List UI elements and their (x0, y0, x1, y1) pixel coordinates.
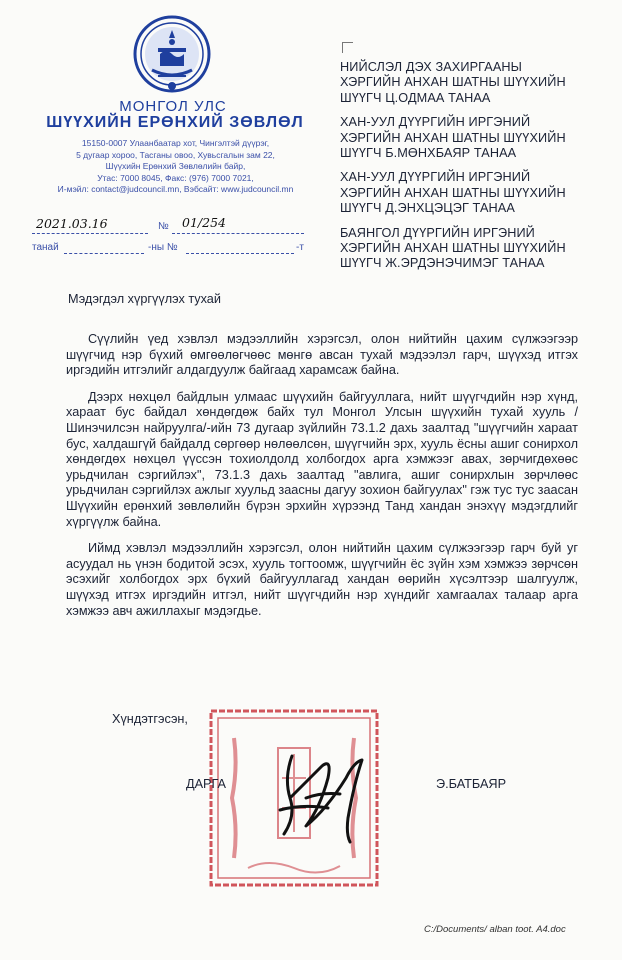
addressee-line: ШҮҮГЧ Б.МӨНХБАЯР ТАНАА (340, 146, 517, 161)
ny-no-label: -ны № (148, 242, 178, 253)
addressee-line: ХЭРГИЙН АНХАН ШАТНЫ ШҮҮХИЙН (340, 185, 566, 200)
reply-reference-line (32, 242, 304, 258)
body-paragraph: Иймд хэвлэл мэдээллийн хэрэгсэл, олон нийтийн цахим сүлжээгээр гарч буй уг асуудал нь үнэн бодитой эсэх, хууль тогтоомж, шүүгчийн ёс зүйн хэм хэмжээ зөрчсөн эсэхийг холбогдох эрх бүхий байгууллагад хандан өөрийн хүсэлтээр шалгуулж, шүүхэд итгэх иргэдийн итгэл, нийт шүүгчдийн нэр хүндийг хамгаалах талаар арга хэмжээ авч ажиллахыг мэдэгдье. (66, 541, 578, 618)
handwritten-number: 01/254 (182, 215, 226, 230)
body-paragraph: Дээрх нөхцөл байдлын улмаас шүүхийн байгууллага, нийт шүүгчдийн нэр хүнд, хараат бус байдал хөндөгдөж байх тул Монгол Улсын шүүхийн тухай хууль /Шинэчилсэн найруулга/-ийн 73 дугаар зүйлийн 73.1.2 дахь заалтад "шүүгчийн хараат бус, халдашгүй байдалд сөргөөр нөлөөлсөн, шүүгчийн эрх, хууль ёсны ашиг сонирхол хөндөгдөх нөхцөл үүссэн тохиолдолд холбогдох арга хэмжээг авах, зөрчигдөхөөс урьдчилан сэргийлэх", 73.1.3 дахь заалтад "авлига, ашиг сонирхлын зөрчлөөс урьдчилан сэргийлэх ажлыг хуульд заасны дагуу зохион байгуулах" гэж тус тус заасан Шүүхийн ерөнхий зөвлөлийн бүрэн эрхийн хүрээнд Танд хандан энэхүү мэдэгдлийг хүргүүлж байна. (66, 389, 578, 529)
body-paragraph: Сүүлийн үед хэвлэл мэдээллийн хэрэгсэл, олон нийтийн цахим сүлжээгээр шүүгчид нэр бүхий өмгөөлөгчөөс мөнгө авсан тухай мэдээлэл гарч, шүүхэд итгэх иргэдийн итгэлийг алдагдуулж байгаад харамсаж байна. (66, 332, 578, 378)
handwritten-date: 2021.03.16 (36, 216, 108, 231)
addressee-line: ХЭРГИЙН АНХАН ШАТНЫ ШҮҮХИЙН (340, 75, 566, 90)
addressee (340, 226, 610, 272)
addressee (340, 115, 610, 161)
letter-body (66, 332, 578, 630)
tanai-label: танай (32, 242, 59, 253)
address-line: Утас: 7000 8045, Факс: (976) 7000 7021, (97, 172, 254, 183)
addressee-line: ХАН-УУЛ ДҮҮРГИЙН ИРГЭНИЙ (340, 170, 531, 185)
addressee-line: НИЙСЛЭЛ ДЭХ ЗАХИРГААНЫ (340, 60, 522, 74)
corner-mark (342, 42, 353, 53)
addressee-line: БАЯНГОЛ ДҮҮРГИЙН ИРГЭНИЙ (340, 225, 535, 240)
signature-icon (262, 738, 382, 848)
addressee-block (340, 60, 610, 281)
org-address (28, 138, 323, 196)
addressee-line: ХЭРГИЙН АНХАН ШАТНЫ ШҮҮХИЙН (340, 241, 566, 256)
addressee-line: ШҮҮГЧ Д.ЭНХЦЭЦЭГ ТАНАА (340, 201, 515, 216)
addressee (340, 60, 610, 106)
closing-regards: Хүндэтгэсэн, (112, 712, 188, 726)
addressee-line: ХЭРГИЙН АНХАН ШАТНЫ ШҮҮХИЙН (340, 130, 566, 145)
address-line: И-мэйл: contact@judcouncil.mn, Вэбсайт: www.judcouncil.mn (57, 184, 294, 194)
reference-line (32, 215, 304, 237)
number-label: № (158, 221, 169, 232)
addressee-line: ШҮҮГЧ Ж.ЭРДЭНЭЧИМЭГ ТАНАА (340, 256, 545, 271)
footer-file-path: C:/Documents/ alban toot. A4.doc (424, 924, 566, 935)
signatory-name: Э.БАТБАЯР (436, 777, 507, 791)
t-label: -т (296, 242, 304, 253)
addressee-line: ХАН-УУЛ ДҮҮРГИЙН ИРГЭНИЙ (340, 115, 531, 130)
addressee-line: ШҮҮГЧ Ц.ОДМАА ТАНАА (340, 90, 491, 105)
org-country: МОНГОЛ УЛС (119, 98, 227, 115)
address-line: 5 дугаар хороо, Тасганы овоо, Хувьсгалын зам 22, (76, 149, 275, 160)
addressee (340, 170, 610, 216)
address-line: Шүүхийн Ерөнхий Зөвлөлийн байр, (105, 161, 246, 171)
letter-subject: Мэдэгдэл хүргүүлэх тухай (68, 292, 221, 306)
address-line: 15150-0007 Улаанбаатар хот, Чингэлтэй дүүрэг, (81, 138, 270, 148)
signatory-title: ДАРГА (186, 777, 227, 791)
state-emblem-icon (128, 14, 216, 94)
org-name: ШҮҮХИЙН ЕРӨНХИЙ ЗӨВЛӨЛ (46, 114, 304, 131)
